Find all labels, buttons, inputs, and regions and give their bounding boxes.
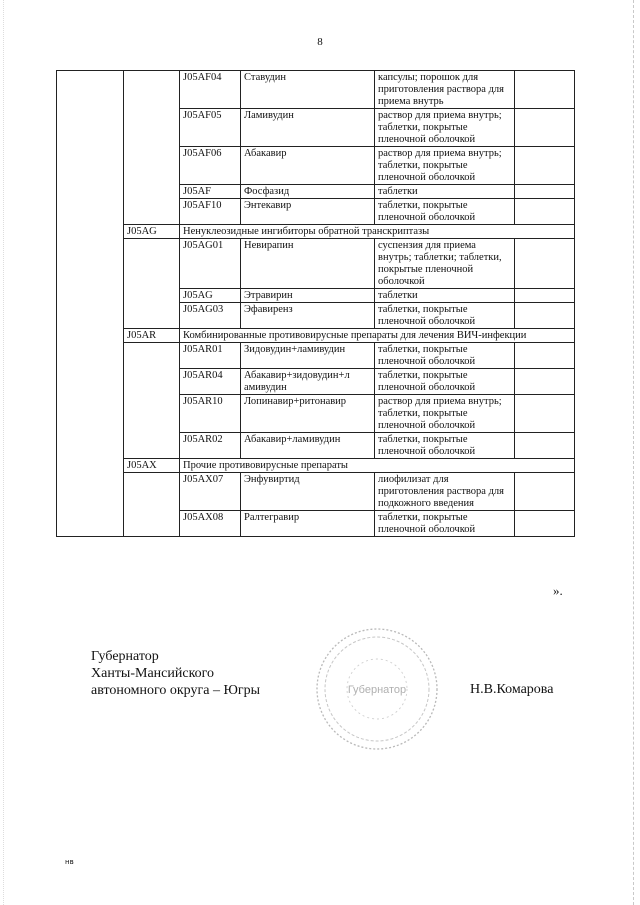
drug-code: J05AR04 [180, 369, 241, 395]
drug-name: Энфувиртид [241, 473, 375, 511]
indent-cell [124, 433, 180, 459]
indent-cell [124, 511, 180, 537]
empty-cell [515, 369, 575, 395]
margin-cell [57, 343, 124, 369]
dosage-form: таблетки, покрытые пленочной оболочкой [375, 343, 515, 369]
drug-name: Этравирин [241, 289, 375, 303]
drug-name: Эфавиренз [241, 303, 375, 329]
group-row [57, 225, 575, 239]
empty-cell [515, 395, 575, 433]
drug-code: J05AG03 [180, 303, 241, 329]
drug-code: J05AR01 [180, 343, 241, 369]
indent-cell [124, 343, 180, 369]
margin-cell [57, 199, 124, 225]
drug-table [56, 70, 575, 537]
indent-cell [124, 199, 180, 225]
table-row [57, 303, 575, 329]
drug-name: Невирапин [241, 239, 375, 289]
table-row [57, 473, 575, 511]
indent-cell [124, 289, 180, 303]
empty-cell [515, 199, 575, 225]
drug-code: J05AX07 [180, 473, 241, 511]
dosage-form: таблетки, покрытые пленочной оболочкой [375, 433, 515, 459]
indent-cell [124, 147, 180, 185]
indent-cell [124, 303, 180, 329]
drug-code: J05AF [180, 185, 241, 199]
scan-edge [3, 0, 5, 905]
dosage-form: лиофилизат для приготовления раствора для подкожного введения [375, 473, 515, 511]
drug-name: Лопинавир+ритонавир [241, 395, 375, 433]
margin-cell [57, 185, 124, 199]
margin-cell [57, 239, 124, 289]
empty-cell [515, 147, 575, 185]
indent-cell [124, 395, 180, 433]
group-name: Комбинированные противовирусные препараты для лечения ВИЧ-инфекции [180, 329, 575, 343]
drug-code: J05AF05 [180, 109, 241, 147]
group-name: Прочие противовирусные препараты [180, 459, 575, 473]
margin-cell [57, 289, 124, 303]
page-number: 8 [317, 36, 323, 48]
drug-name: Ламивудин [241, 109, 375, 147]
empty-cell [515, 473, 575, 511]
indent-cell [124, 185, 180, 199]
dosage-form: раствор для приема внутрь; таблетки, покрытые пленочной оболочкой [375, 109, 515, 147]
empty-cell [515, 109, 575, 147]
drug-name: Ставудин [241, 71, 375, 109]
empty-cell [515, 239, 575, 289]
table-row [57, 147, 575, 185]
dosage-form: раствор для приема внутрь; таблетки, покрытые пленочной оболочкой [375, 395, 515, 433]
drug-name: Ралтегравир [241, 511, 375, 537]
margin-cell [57, 329, 124, 343]
empty-cell [515, 71, 575, 109]
dosage-form: таблетки, покрытые пленочной оболочкой [375, 511, 515, 537]
margin-cell [57, 71, 124, 109]
dosage-form: таблетки, покрытые пленочной оболочкой [375, 303, 515, 329]
drug-code: J05AX08 [180, 511, 241, 537]
margin-cell [57, 395, 124, 433]
official-stamp [312, 624, 442, 754]
drug-table-body [57, 71, 575, 537]
margin-cell [57, 473, 124, 511]
table-row [57, 511, 575, 537]
dosage-form: капсулы; порошок для приготовления раствора для приема внутрь [375, 71, 515, 109]
indent-cell [124, 239, 180, 289]
indent-cell [124, 109, 180, 147]
margin-cell [57, 433, 124, 459]
margin-cell [57, 147, 124, 185]
group-code: J05AG [124, 225, 180, 239]
empty-cell [515, 511, 575, 537]
empty-cell [515, 303, 575, 329]
drug-code: J05AG01 [180, 239, 241, 289]
drug-name: Зидовудин+ламивудин [241, 343, 375, 369]
document-code: нв [65, 858, 74, 866]
margin-cell [57, 511, 124, 537]
group-code: J05AX [124, 459, 180, 473]
table-row [57, 369, 575, 395]
drug-name: Абакавир+ламивудин [241, 433, 375, 459]
table-row [57, 199, 575, 225]
group-row [57, 459, 575, 473]
margin-cell [57, 109, 124, 147]
drug-name: Фосфазид [241, 185, 375, 199]
table-row [57, 433, 575, 459]
dosage-form: таблетки [375, 185, 515, 199]
drug-name: Абакавир [241, 147, 375, 185]
indent-cell [124, 473, 180, 511]
empty-cell [515, 185, 575, 199]
drug-name: Энтекавир [241, 199, 375, 225]
signatory-title-line: Губернатор [91, 649, 159, 664]
table-row [57, 343, 575, 369]
signatory-title [91, 648, 260, 699]
margin-cell [57, 303, 124, 329]
dosage-form: таблетки, покрытые пленочной оболочкой [375, 199, 515, 225]
closing-quote: ». [553, 583, 563, 598]
signatory-title-line: автономного округа – Югры [91, 683, 260, 698]
signatory-name: Н.В.Комарова [470, 682, 554, 697]
table-row [57, 395, 575, 433]
empty-cell [515, 289, 575, 303]
group-code: J05AR [124, 329, 180, 343]
signatory-title-line: Ханты-Мансийского [91, 666, 215, 681]
group-row [57, 329, 575, 343]
dosage-form: таблетки [375, 289, 515, 303]
dosage-form: суспензия для приема внутрь; таблетки; таблетки, покрытые пленочной оболочкой [375, 239, 515, 289]
scan-edge [632, 0, 634, 905]
table-row [57, 289, 575, 303]
dosage-form: таблетки, покрытые пленочной оболочкой [375, 369, 515, 395]
stamp-text: Губернатор [347, 684, 407, 696]
table-row [57, 239, 575, 289]
drug-code: J05AF04 [180, 71, 241, 109]
drug-code: J05AG [180, 289, 241, 303]
drug-code: J05AF06 [180, 147, 241, 185]
empty-cell [515, 433, 575, 459]
table-row [57, 109, 575, 147]
margin-cell [57, 225, 124, 239]
margin-cell [57, 459, 124, 473]
drug-code: J05AF10 [180, 199, 241, 225]
drug-name: Абакавир+зидовудин+л амивудин [241, 369, 375, 395]
indent-cell [124, 71, 180, 109]
drug-code: J05AR02 [180, 433, 241, 459]
table-row [57, 185, 575, 199]
table-row [57, 71, 575, 109]
margin-cell [57, 369, 124, 395]
group-name: Ненуклеозидные ингибиторы обратной транскриптазы [180, 225, 575, 239]
empty-cell [515, 343, 575, 369]
drug-code: J05AR10 [180, 395, 241, 433]
indent-cell [124, 369, 180, 395]
dosage-form: раствор для приема внутрь; таблетки, покрытые пленочной оболочкой [375, 147, 515, 185]
